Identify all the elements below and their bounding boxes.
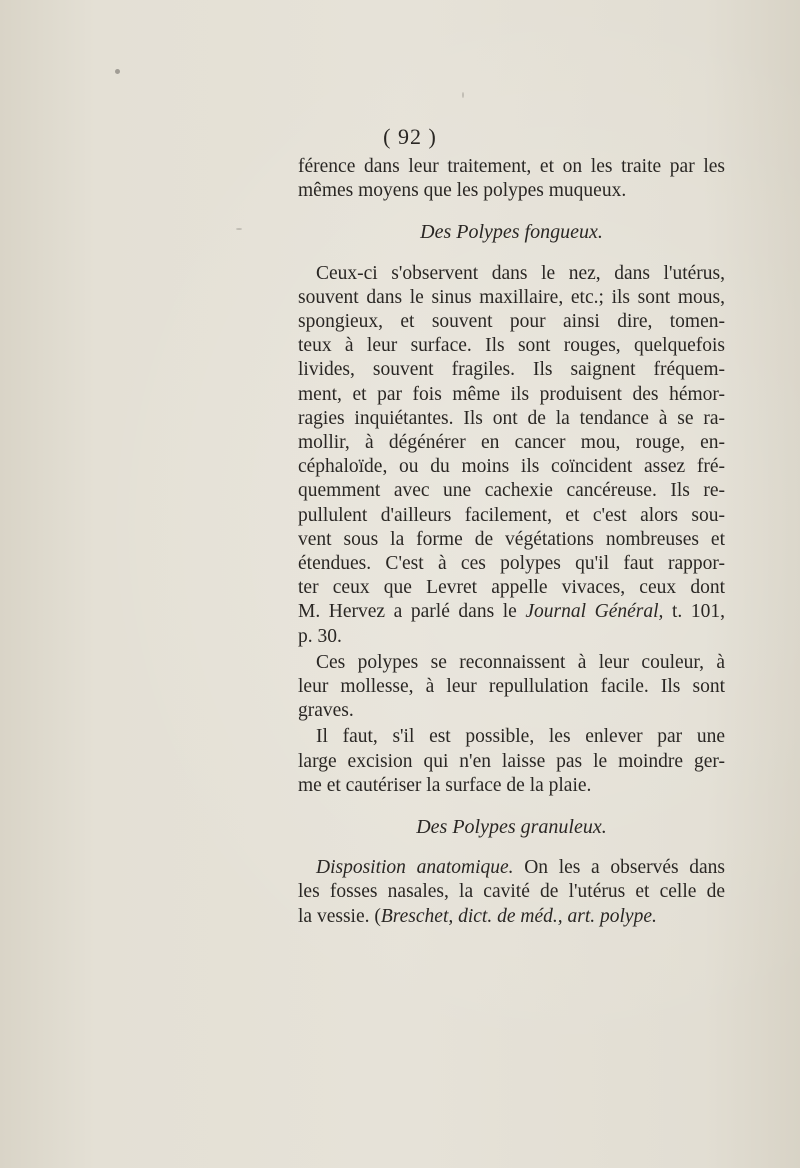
- text-line: les fosses nasales, la cavité de l'utérus et celle de: [298, 881, 725, 903]
- text-line: p. 30.: [298, 625, 342, 647]
- ink-speck: [236, 228, 242, 230]
- text-line: Ceux-ci s'observent dans le nez, dans l'utérus,: [316, 262, 725, 284]
- text-line: Ces polypes se reconnaissent à leur couleur, à: [316, 651, 725, 673]
- text-line: teux à leur surface. Ils sont rouges, quelquefois: [298, 335, 725, 357]
- text-line: mollir, à dégénérer en cancer mou, rouge, en-: [298, 432, 725, 454]
- text-line: ragies inquiétantes. Ils ont de la tendance à se ra-: [298, 407, 725, 429]
- ink-speck: [462, 92, 464, 98]
- text-line: large excision qui n'en laisse pas le moindre ger-: [298, 750, 725, 772]
- text-line: ment, et par fois même ils produisent des hémor-: [298, 383, 725, 405]
- text-line: livides, souvent fragiles. Ils saignent fréquem-: [298, 359, 725, 381]
- disposition-text: On les a observés dans: [513, 857, 725, 879]
- citation-text-before: la vessie. (: [298, 905, 381, 927]
- text-line: céphaloïde, ou du moins ils coïncident assez fré-: [298, 456, 725, 478]
- text-line: leur mollesse, à leur repullulation facile. Ils sont: [298, 676, 725, 698]
- text-line: mêmes moyens que les polypes muqueux.: [298, 180, 627, 202]
- text-line: étendues. C'est à ces polypes qu'il faut rappor-: [298, 553, 725, 575]
- text-line: me et cautériser la surface de la plaie.: [298, 774, 592, 796]
- text-line: pullulent d'ailleurs facilement, et c'est alors sou-: [298, 504, 725, 526]
- text-line: ter ceux que Levret appelle vivaces, ceux dont: [298, 577, 725, 599]
- section-heading-fongueux: Des Polypes fongueux.: [420, 221, 603, 244]
- text-line: souvent dans le sinus maxillaire, etc.; ils sont mous,: [298, 286, 725, 308]
- journal-text-before: M. Hervez a parlé dans le: [298, 601, 526, 623]
- text-line-disposition: [298, 856, 725, 880]
- text-line-citation: [298, 905, 725, 929]
- text-line: spongieux, et souvent pour ainsi dire, tomen-: [298, 311, 725, 333]
- section-heading-granuleux: Des Polypes granuleux.: [416, 816, 607, 839]
- text-line: férence dans leur traitement, et on les traite par les: [298, 156, 725, 177]
- page-number: ( 92 ): [383, 124, 437, 149]
- text-line: vent sous la forme de végétations nombreuses et: [298, 528, 725, 550]
- text-line: Il faut, s'il est possible, les enlever par une: [316, 726, 725, 748]
- ink-speck: [115, 69, 120, 74]
- journal-text-after: t. 101,: [663, 601, 725, 623]
- journal-title: Journal Général,: [525, 601, 664, 623]
- citation-reference: Breschet, dict. de méd., art. polype.: [380, 905, 657, 927]
- text-line: graves.: [298, 700, 354, 722]
- text-line-journal: [298, 600, 725, 624]
- disposition-label: Disposition anatomique.: [316, 857, 514, 879]
- body-text: [298, 155, 725, 929]
- text-line: quemment avec une cachexie cancéreuse. Ils re-: [298, 480, 725, 502]
